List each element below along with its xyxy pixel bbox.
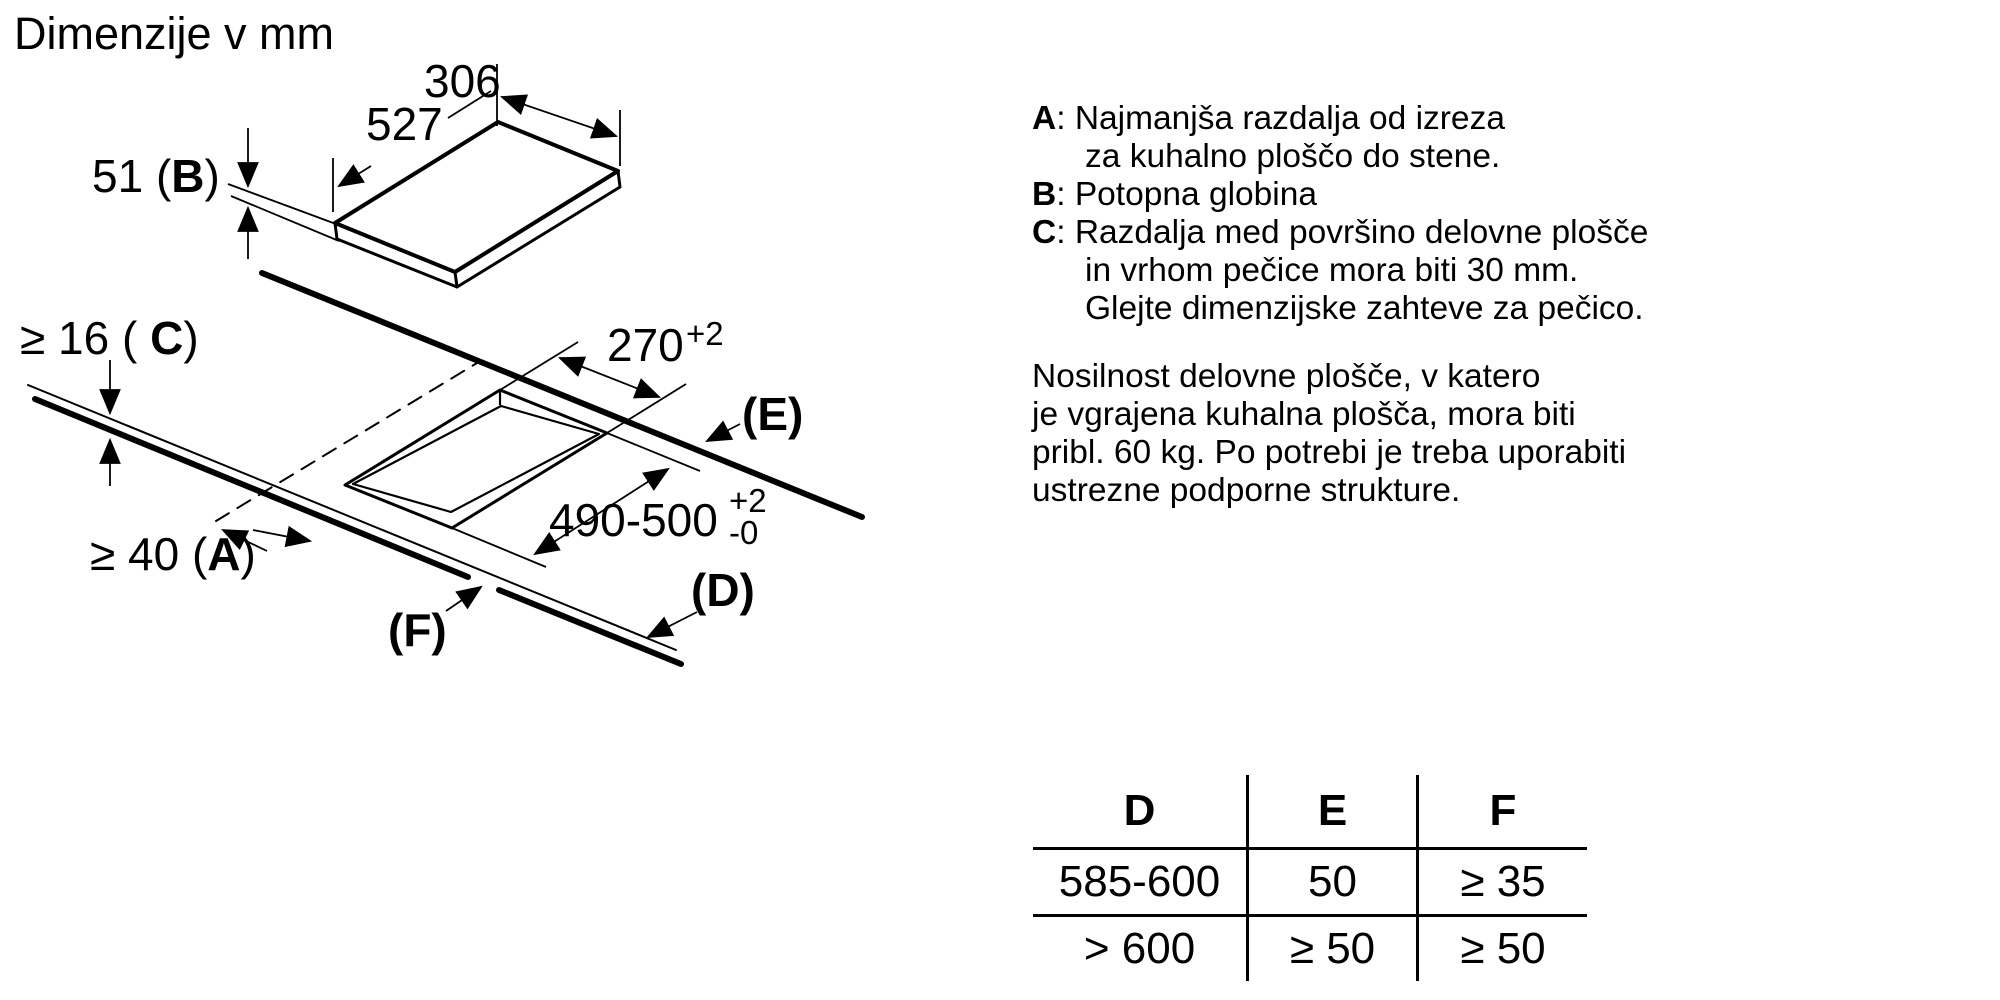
dim-b [228,128,339,259]
dim-b-label: 51 (B) [92,150,220,202]
cell-f1: ≥ 35 [1418,849,1588,916]
note-c-line2: in vrhom pečice mora biti 30 mm. [1085,252,1579,289]
paragraph-line: Nosilnost delovne plošče, v katero [1032,358,1541,395]
worktop-bottom-edge-line-2 [499,590,681,664]
dim-270-label: 270 [607,319,684,371]
cell-f2: ≥ 50 [1460,924,1546,973]
dim-c-label: ≥ 16 ( C) [20,312,199,364]
page-title: Dimenzije v mm [14,8,335,59]
dim-490-tol-plus: +2 [729,482,767,519]
cell-d2: > 600 [1083,924,1196,973]
note-b-line1: B: Potopna globina [1032,176,1317,213]
ref-d-label: (D) [691,564,755,616]
d-arrow [648,612,697,637]
e-arrow [707,424,740,441]
note-a-line1: A: Najmanjša razdalja od izreza [1032,100,1505,137]
dim-a-label: ≥ 40 (A) [90,528,256,580]
col-header-d: D [1033,775,1248,849]
legend-notes [1032,100,1732,328]
paragraph-line: ustrezne podporne strukture. [1032,472,1461,509]
cell-e1: 50 [1248,849,1418,916]
dim-490-tol-minus: -0 [729,514,759,551]
def-spec-table [1033,775,1587,981]
col-header-f: F [1418,775,1588,849]
cell-d1: 585-600 [1033,849,1248,916]
paragraph-line: je vgrajena kuhalna plošča, mora biti [1032,396,1576,433]
dim-527-label: 527 [366,98,443,150]
cell-e2: ≥ 50 [1248,916,1418,982]
dim-490-label: 490-500 [549,494,718,546]
dim-270-tolerance: +2 [686,315,724,352]
paragraph-line: pribl. 60 kg. Po potrebi je treba uporabiti [1032,434,1627,471]
ref-e-label: (E) [742,388,804,440]
dim-306-label: 306 [424,55,501,107]
table-header-row [1033,775,1587,849]
load-capacity-paragraph [1032,358,1732,510]
note-c-line1: C: Razdalja med površino delovne plošče [1032,214,1649,251]
table-row [1033,916,1587,982]
note-a-line2: za kuhalno ploščo do stene. [1085,138,1501,175]
table-row [1033,849,1587,916]
f-arrow [446,587,481,611]
ref-f-label: (F) [388,604,447,656]
note-c-line3: Glejte dimenzijske zahteve za pečico. [1085,290,1644,327]
col-header-e: E [1248,775,1418,849]
